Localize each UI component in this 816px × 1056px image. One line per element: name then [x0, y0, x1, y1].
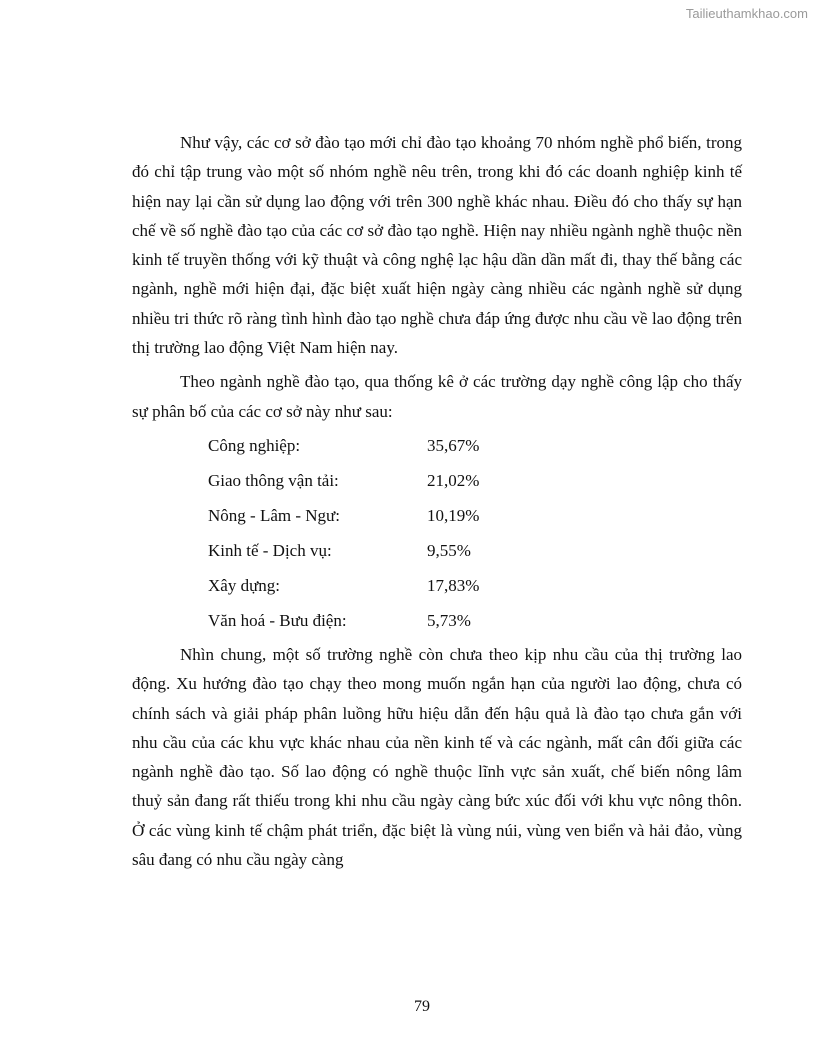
stat-label: Công nghiệp: — [208, 435, 301, 455]
stat-value: 17,83% — [427, 575, 480, 595]
stat-value: 21,02% — [427, 470, 480, 490]
watermark: Tailieuthamkhao.com — [685, 6, 808, 21]
stat-value: 5,73% — [427, 610, 471, 630]
stat-label: Nông - Lâm - Ngư: — [208, 505, 340, 525]
stat-value: 35,67% — [427, 435, 480, 455]
distribution-list — [208, 428, 742, 638]
paragraph-3: Nhìn chung, một số trường nghề còn chưa theo kịp nhu cầu của thị trường lao động. Xu hướng đào tạo chạy theo mong muốn ngắn hạn của người lao động, chưa có chính sách và giải pháp phân luồng hữu hiệu dẫn đến hậu quả là đào tạo chưa gắn với nhu cầu của các khu vực khác nhau của nền kinh tế và các ngành, mất cân đối giữa các ngành nghề đào tạo. Số lao động có nghề thuộc lĩnh vực sản xuất, chế biến nông lâm thuỷ sản đang rất thiếu trong khi nhu cầu ngày càng bức xúc đối với khu vực nông thôn. Ở các vùng kinh tế chậm phát triển, đặc biệt là vùng núi, vùng ven biển và hải đảo, vùng sâu đang có nhu cầu ngày càng — [132, 644, 742, 870]
list-item — [208, 463, 742, 498]
stat-label: Văn hoá - Bưu điện: — [208, 610, 347, 630]
list-item — [208, 568, 742, 603]
list-item — [208, 428, 742, 463]
paragraph-2: Theo ngành nghề đào tạo, qua thống kê ở các trường dạy nghề công lập cho thấy sự phân bố của các cơ sở này như sau: — [132, 372, 742, 421]
list-item — [208, 603, 742, 638]
stat-label: Giao thông vận tải: — [208, 470, 339, 490]
stat-value: 9,55% — [427, 540, 471, 560]
list-item — [208, 533, 742, 568]
document-body — [132, 128, 742, 874]
page-number: 79 — [414, 998, 430, 1015]
stat-label: Kinh tế - Dịch vụ: — [208, 540, 332, 560]
stat-value: 10,19% — [427, 505, 480, 525]
stat-label: Xây dựng: — [208, 575, 281, 595]
paragraph-1: Như vậy, các cơ sở đào tạo mới chỉ đào tạo khoảng 70 nhóm nghề phổ biến, trong đó chỉ tập trung vào một số nhóm nghề nêu trên, trong khi đó các doanh nghiệp kinh tế hiện nay lại cần sử dụng lao động với trên 300 nghề khác nhau. Điều đó cho thấy sự hạn chế về số nghề đào tạo của các cơ sở đào tạo nghề. Hiện nay nhiều ngành nghề thuộc nền kinh tế truyền thống với kỹ thuật và công nghệ lạc hậu dần dần mất đi, thay thế bằng các ngành, nghề mới hiện đại, đặc biệt xuất hiện ngày càng nhiều các ngành nghề sử dụng nhiều tri thức rõ ràng tình hình đào tạo nghề chưa đáp ứng được nhu cầu về lao động trên thị trường lao động Việt Nam hiện nay. — [132, 133, 742, 358]
list-item — [208, 498, 742, 533]
